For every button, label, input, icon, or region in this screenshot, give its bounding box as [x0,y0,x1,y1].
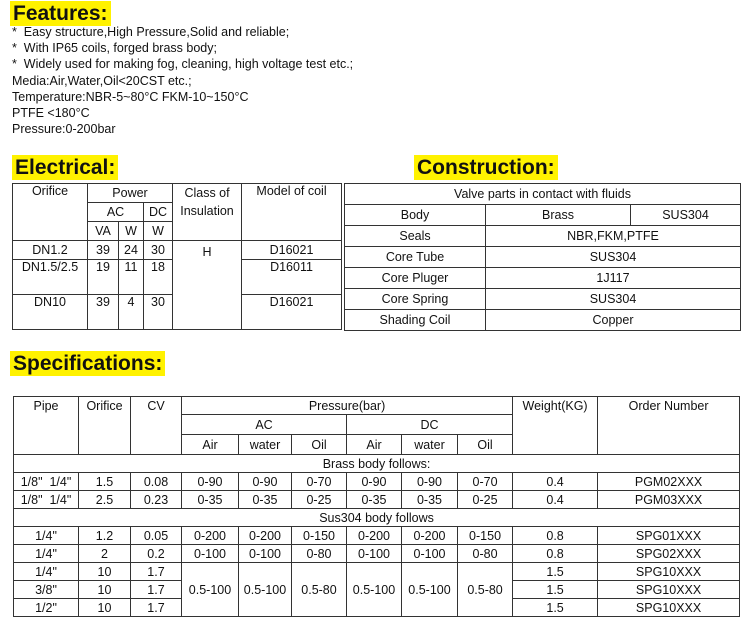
material-cell: SUS304 [486,289,741,310]
table-cell: 2 [79,545,131,563]
table-cell: 0-200 [239,527,292,545]
ac-header: AC [88,203,144,222]
part-label: Core Pluger [345,268,486,289]
table-cell: 1/4" [14,545,79,563]
table-cell: 0-25 [458,491,513,509]
table-cell: 0-70 [458,473,513,491]
material-cell: NBR,FKM,PTFE [486,226,741,247]
table-cell: 1/8" 1/4" [14,473,79,491]
table-cell: 0.5-80 [292,563,347,617]
table-cell: 0-80 [292,545,347,563]
electrical-table [12,183,342,330]
table-cell: 30 [144,295,173,330]
va-header: VA [88,222,119,241]
feature-line: * Widely used for making fog, cleaning, high voltage test etc.; [12,57,354,72]
part-label: Shading Coil [345,310,486,331]
table-cell: DN1.2 [13,241,88,260]
material-cell: SUS304 [631,205,741,226]
material-cell: 1J117 [486,268,741,289]
orifice-header: Orifice [13,184,88,241]
class-header [173,184,242,241]
table-cell: 0-150 [458,527,513,545]
table-cell: 1.5 [513,581,598,599]
feature-line: * Easy structure,High Pressure,Solid and reliable; [12,25,290,39]
table-cell: 0.5-80 [458,563,513,617]
pressure-header: Pressure(bar) [182,397,513,415]
table-cell: 0-90 [239,473,292,491]
table-cell: 10 [79,599,131,617]
water-header: water [402,435,458,455]
w-header: W [144,222,173,241]
table-cell: 1/2" [14,599,79,617]
table-cell: 39 [88,295,119,330]
feature-line: Temperature:NBR-5~80°C FKM-10~150°C [12,89,249,104]
table-cell: 0-25 [292,491,347,509]
table-cell: 0-200 [347,527,402,545]
table-cell: 0-100 [402,545,458,563]
dc-header: DC [347,415,513,435]
table-cell: SPG10XXX [598,581,740,599]
table-cell: 0-100 [182,545,239,563]
table-cell: 0.8 [513,545,598,563]
table-cell: 1.2 [79,527,131,545]
brass-note: Brass body follows: [14,455,740,473]
table-row [14,527,740,545]
feature-line: Pressure:0-200bar [12,122,116,137]
table-cell: 0-35 [347,491,402,509]
table-cell: PGM02XXX [598,473,740,491]
table-cell: 18 [144,260,173,295]
table-cell: 4 [119,295,144,330]
table-cell: 0.5-100 [347,563,402,617]
part-label: Core Tube [345,247,486,268]
table-cell: 1/4" [14,563,79,581]
table-cell: 0-80 [458,545,513,563]
electrical-heading: Electrical: [12,155,118,180]
table-cell: 0-150 [292,527,347,545]
table-cell: 0-35 [239,491,292,509]
w-header: W [119,222,144,241]
table-cell: 30 [144,241,173,260]
power-header: Power [88,184,173,203]
sus304-note: Sus304 body follows [14,509,740,527]
features-list [12,24,353,137]
table-cell: 0-90 [402,473,458,491]
oil-header: Oil [458,435,513,455]
table-cell: 1/4" [14,527,79,545]
table-cell: SPG02XXX [598,545,740,563]
part-label: Core Spring [345,289,486,310]
material-cell: SUS304 [486,247,741,268]
specifications-heading: Specifications: [10,351,165,376]
table-cell: 1.5 [513,563,598,581]
table-cell: 3/8" [14,581,79,599]
part-label: Body [345,205,486,226]
cv-header: CV [131,397,182,455]
table-cell: SPG10XXX [598,563,740,581]
table-row [14,491,740,509]
table-cell: 0-100 [239,545,292,563]
oil-header: Oil [292,435,347,455]
table-cell: 0-90 [182,473,239,491]
feature-line: PTFE <180°C [12,106,90,121]
air-header: Air [347,435,402,455]
table-cell: D16021 [242,295,342,330]
ac-header: AC [182,415,347,435]
table-cell: 0.5-100 [182,563,239,617]
orifice-header: Orifice [79,397,131,455]
table-cell: 0-200 [402,527,458,545]
table-cell: 0.4 [513,491,598,509]
table-cell: 24 [119,241,144,260]
dc-header: DC [144,203,173,222]
table-cell: SPG10XXX [598,599,740,617]
material-cell: Copper [486,310,741,331]
table-row [14,473,740,491]
construction-heading: Construction: [414,155,558,180]
table-cell: SPG01XXX [598,527,740,545]
table-cell: 0-100 [347,545,402,563]
table-cell: 0.8 [513,527,598,545]
air-header: Air [182,435,239,455]
feature-line: * With IP65 coils, forged brass body; [12,41,217,56]
table-cell: 0.5-100 [239,563,292,617]
table-cell: 10 [79,563,131,581]
pipe-header: Pipe [14,397,79,455]
table-cell: 1.7 [131,599,182,617]
table-cell: 1.7 [131,581,182,599]
insulation-class-cell: H [173,241,242,330]
table-cell: 0.5-100 [402,563,458,617]
table-cell: 1.5 [513,599,598,617]
water-header: water [239,435,292,455]
material-cell: Brass [486,205,631,226]
table-cell: 1.5 [79,473,131,491]
table-cell: 0-90 [347,473,402,491]
class-header-line2: Insulation [180,204,234,218]
table-cell: 0.08 [131,473,182,491]
feature-line: Media:Air,Water,Oil<20CST etc.; [12,73,192,88]
table-cell: 10 [79,581,131,599]
table-cell: 2.5 [79,491,131,509]
order-number-header: Order Number [598,397,740,455]
table-cell: 11 [119,260,144,295]
table-cell: PGM03XXX [598,491,740,509]
table-cell: 39 [88,241,119,260]
table-cell: 0-35 [182,491,239,509]
table-row [14,563,740,581]
construction-table [344,183,741,331]
table-cell: 0-70 [292,473,347,491]
table-cell: 0-200 [182,527,239,545]
weight-header: Weight(KG) [513,397,598,455]
table-cell: 0.2 [131,545,182,563]
table-cell: 1/8" 1/4" [14,491,79,509]
table-cell: DN1.5/2.5 [13,260,88,295]
model-header: Model of coil [242,184,342,241]
features-heading: Features: [10,1,111,26]
specifications-table [13,396,740,617]
table-cell: DN10 [13,295,88,330]
table-cell: D16021 [242,241,342,260]
table-cell: 0.05 [131,527,182,545]
table-cell: 0-35 [402,491,458,509]
class-header-line1: Class of [184,186,230,200]
part-label: Seals [345,226,486,247]
table-cell: 1.7 [131,563,182,581]
table-cell: 0.4 [513,473,598,491]
table-cell: 19 [88,260,119,295]
table-row [14,545,740,563]
table-cell: 0.23 [131,491,182,509]
table-cell: D16011 [242,260,342,295]
construction-title: Valve parts in contact with fluids [345,184,741,205]
